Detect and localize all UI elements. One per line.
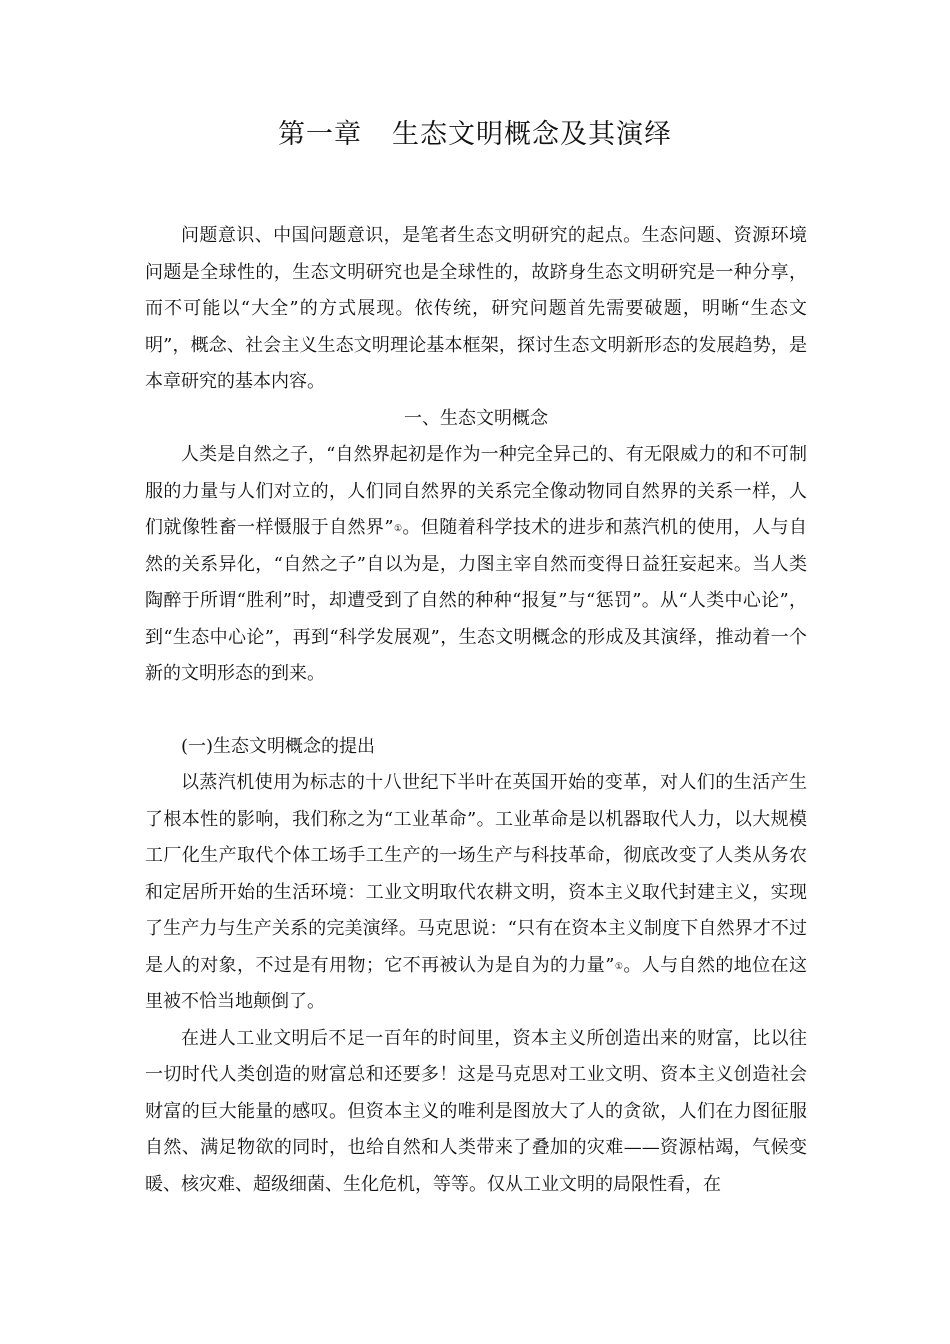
section-paragraph <box>145 437 807 693</box>
subsection-paragraph-1-text-b: 。人与自然的地位在这里被不恰当地颠倒了。 <box>145 954 807 1012</box>
chapter-number: 第一章 <box>278 119 362 150</box>
intro-paragraph: 问题意识、中国问题意识，是笔者生态文明研究的起点。生态问题、资源环境问题是全球性的，生态文明研究也是全球性的，故跻身生态文明研究是一种分享，而不可能以“大全”的方式展现。依传统，研究问题首先需要破题，明晰“生态文明”，概念、社会主义生态文明理论基本框架，探讨生态文明新形态的发展趋势，是本章研究的基本内容。 <box>145 225 807 392</box>
footnote-marker: ① <box>614 961 624 972</box>
subsection-heading: (一)生态文明概念的提出 <box>181 735 376 757</box>
subsection-paragraph-1-text-a: 以蒸汽机使用为标志的十八世纪下半叶在英国开始的变革，对人们的生活产生了根本性的影响，我们称之为“工业革命”。工业革命是以机器取代人力，以大规模工厂化生产取代个体工场手工生产的一场生产与科技革命，彻底改变了人类从务农和定居所开始的生活环境：工业文明取代农耕文明，资本主义取代封建主义，实现了生产力与生产关系的完美演绎。马克思说：“只有在资本主义制度下自然界才不过是人的对象，不过是有用物；它不再被认为是自为的力量” <box>145 772 807 976</box>
subsection-paragraph-2: 在进人工业文明后不足一百年的时间里，资本主义所创造出来的财富，比以往一切时代人类创造的财富总和还要多！这是马克思对工业文明、资本主义创造社会财富的巨大能量的感叹。但资本主义的唯利是图放大了人的贪欲，人们在力图征服自然、满足物欲的同时，也给自然和人类带来了叠加的灾难——资源枯竭，气候变暖、核灾难、超级细菌、生化危机，等等。仅从工业文明的局限性看，在 <box>145 1027 807 1195</box>
body-text <box>145 218 807 1203</box>
section-paragraph-text-a: 人类是自然之子，“自然界起初是作为一种完全异己的、有无限威力的和不可制服的力量与人们对立的，人们同自然界的关系完全像动物同自然界的关系一样，人们就像牲畜一样慑服于自然界” <box>145 444 807 538</box>
footnote-marker: ① <box>393 524 403 534</box>
section-heading: 一、生态文明概念 <box>404 407 548 429</box>
paragraph-spacer <box>145 693 807 729</box>
subsection-paragraph-1 <box>145 765 807 1021</box>
chapter-name: 生态文明概念及其演绎 <box>392 119 672 150</box>
section-paragraph-text-b: 。但随着科学技术的进步和蒸汽机的使用，人与自然的关系异化，“自然之子”自以为是，力图主宰自然而变得日益狂妄起来。当人类陶醉于所谓“胜利”时，却遭受到了自然的种种“报复”与“惩罚”。从“人类中心论”，到“生态中心论”，再到“科学发展观”，生态文明概念的形成及其演绎，推动着一个新的文明形态的到来。 <box>145 517 808 684</box>
chapter-title <box>0 112 950 151</box>
